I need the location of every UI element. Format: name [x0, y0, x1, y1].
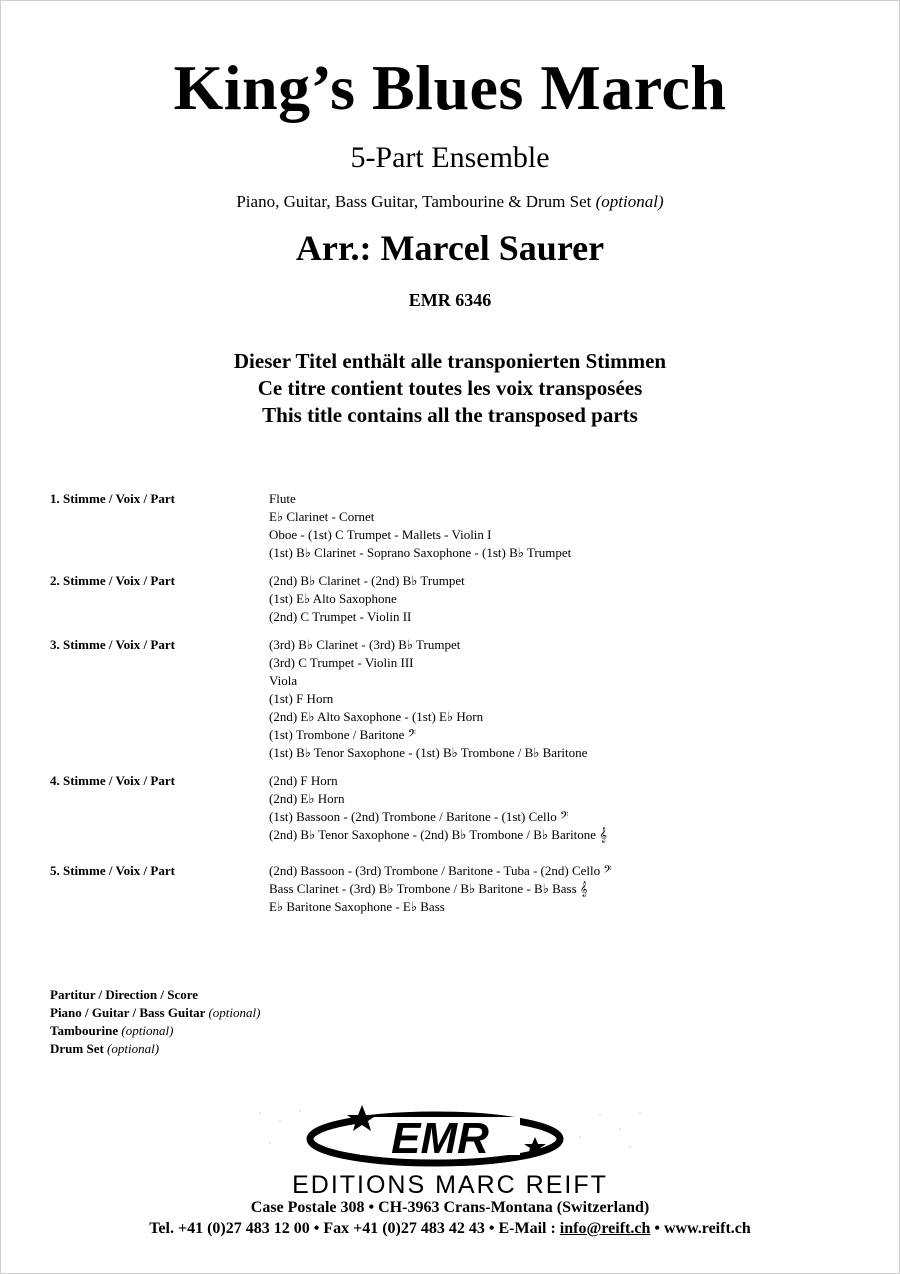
part-label: 2. Stimme / Voix / Part	[50, 573, 175, 588]
extra-optional: (optional)	[107, 1041, 160, 1056]
extra-score	[50, 986, 260, 1004]
part-line: (2nd) Bassoon - (3rd) Trombone / Baritone - Tuba - (2nd) Cello 𝄢	[269, 863, 612, 878]
part-line: E♭ Baritone Saxophone - E♭ Bass	[269, 899, 445, 914]
parts-list	[50, 490, 850, 926]
part-line: (3rd) B♭ Clarinet - (3rd) B♭ Trumpet	[269, 637, 461, 652]
logo-text: EMR	[391, 1114, 489, 1163]
part-line: Bass Clarinet - (3rd) B♭ Trombone / B♭ Baritone - B♭ Bass 𝄞	[269, 881, 588, 896]
instrumentation-optional: (optional)	[595, 192, 664, 211]
statement-french: Ce titre contient toutes les voix transposées	[257, 376, 643, 400]
part-group-4	[50, 772, 850, 844]
email-link[interactable]: info@reift.ch	[559, 1220, 651, 1237]
part-line: (2nd) B♭ Clarinet - (2nd) B♭ Trumpet	[269, 573, 465, 588]
score-extras	[50, 986, 260, 1058]
part-line: (3rd) C Trumpet - Violin III	[269, 655, 414, 670]
part-line: Flute	[269, 491, 296, 506]
part-line: (2nd) B♭ Tenor Saxophone - (2nd) B♭ Trombone / B♭ Baritone 𝄞	[269, 827, 607, 842]
publisher-address: Case Postale 308 • CH-3963 Crans-Montana (Switzerland)	[250, 1199, 650, 1216]
part-line: (2nd) C Trumpet - Violin II	[269, 609, 412, 624]
part-line: E♭ Clarinet - Cornet	[269, 509, 375, 524]
part-group-3	[50, 636, 850, 762]
extra-drum-set	[50, 1040, 260, 1058]
part-line: (1st) B♭ Clarinet - Soprano Saxophone - (1st) B♭ Trumpet	[269, 545, 572, 560]
instrumentation	[0, 190, 900, 214]
part-lines	[269, 572, 850, 626]
extra-label: Drum Set	[50, 1041, 104, 1056]
extra-label: Tambourine	[50, 1023, 119, 1038]
part-lines	[269, 772, 850, 844]
part-line: (2nd) F Horn	[269, 773, 338, 788]
part-lines	[269, 862, 850, 916]
part-label: 5. Stimme / Voix / Part	[50, 863, 175, 878]
part-line: (1st) E♭ Alto Saxophone	[269, 591, 397, 606]
part-label: 3. Stimme / Voix / Part	[50, 637, 175, 652]
extra-label: Partitur / Direction / Score	[50, 987, 199, 1002]
part-line: Viola	[269, 673, 298, 688]
part-group-1	[50, 490, 850, 562]
contact-website: • www.reift.ch	[650, 1220, 751, 1237]
arranger: Arr.: Marcel Saurer	[295, 228, 605, 268]
page-title: King’s Blues March	[173, 52, 727, 123]
extra-optional: (optional)	[121, 1023, 174, 1038]
emr-logo-graphic	[250, 1103, 650, 1173]
part-label: 1. Stimme / Voix / Part	[50, 491, 175, 506]
part-label: 4. Stimme / Voix / Part	[50, 773, 175, 788]
catalog-number: EMR 6346	[408, 290, 492, 310]
publisher-name: EDITIONS MARC REIFT	[292, 1171, 608, 1199]
part-line: (1st) F Horn	[269, 691, 334, 706]
part-group-2	[50, 572, 850, 626]
part-group-5	[50, 862, 850, 916]
publisher-contact	[0, 1218, 900, 1240]
part-line: (1st) Trombone / Baritone 𝄢	[269, 727, 417, 742]
part-line: Oboe - (1st) C Trumpet - Mallets - Violin I	[269, 527, 492, 542]
extra-label: Piano / Guitar / Bass Guitar	[50, 1005, 206, 1020]
extra-piano-guitar-bass	[50, 1004, 260, 1022]
part-lines	[269, 636, 850, 762]
transposition-statements	[0, 348, 900, 429]
contact-phone-fax: Tel. +41 (0)27 483 12 00 • Fax +41 (0)27 483 42 43 • E-Mail :	[149, 1220, 560, 1237]
extra-tambourine	[50, 1022, 260, 1040]
part-line: (2nd) E♭ Horn	[269, 791, 345, 806]
part-line: (1st) B♭ Tenor Saxophone - (1st) B♭ Trombone / B♭ Baritone	[269, 745, 588, 760]
extra-optional: (optional)	[208, 1005, 261, 1020]
statement-english: This title contains all the transposed parts	[262, 403, 638, 427]
page-subtitle: 5-Part Ensemble	[350, 141, 550, 174]
part-lines	[269, 490, 850, 562]
instrumentation-main: Piano, Guitar, Bass Guitar, Tambourine & Drum Set	[236, 192, 592, 211]
part-line: (2nd) E♭ Alto Saxophone - (1st) E♭ Horn	[269, 709, 484, 724]
statement-german: Dieser Titel enthält alle transponierten Stimmen	[233, 349, 667, 373]
part-line: (1st) Bassoon - (2nd) Trombone / Baritone - (1st) Cello 𝄢	[269, 809, 569, 824]
